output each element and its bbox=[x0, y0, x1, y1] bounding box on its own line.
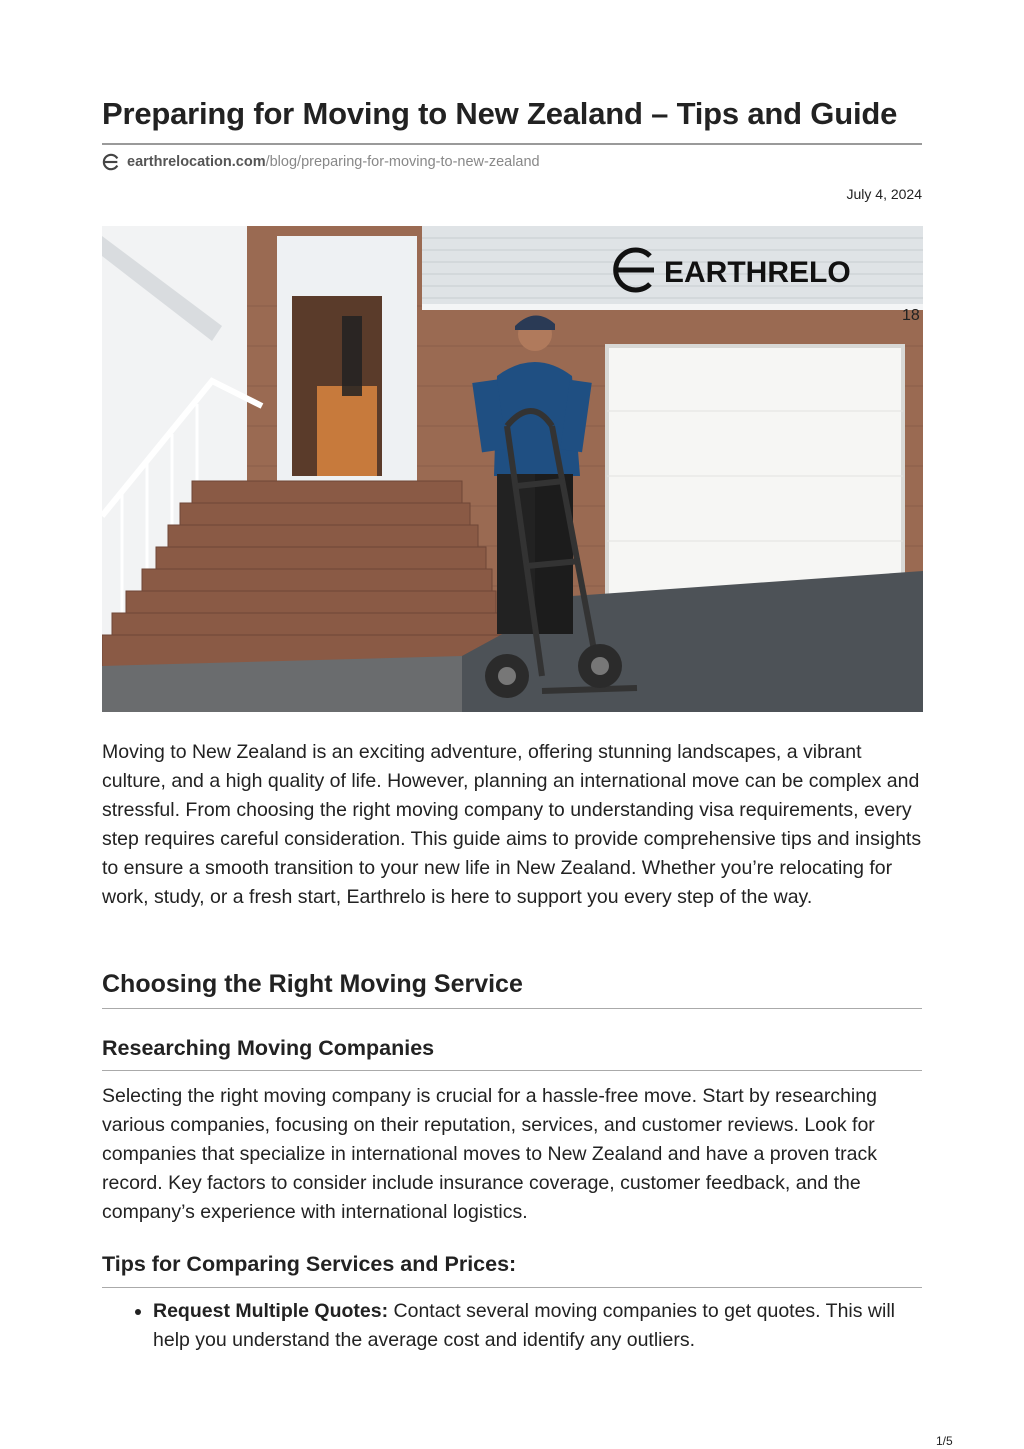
list-item bbox=[102, 1297, 922, 1355]
bullet-icon bbox=[135, 1309, 141, 1315]
tip-text: Contact several moving companies to get quotes. This will help you understand the average cost and identify any outliers. bbox=[153, 1300, 895, 1351]
hero-logo-text: EARTHRELO bbox=[664, 256, 851, 289]
intro-paragraph: Moving to New Zealand is an exciting adventure, offering stunning landscapes, a vibrant culture, and a high quality of life. However, planning an international move can be complex and stressful. From choosing the right moving company to understanding visa requirements, every step requires careful consideration. This guide aims to provide comprehensive tips and insights to ensure a smooth transition to your new life in New Zealand. Whether you’re relocating for work, study, or a fresh start, Earthrelo is here to support you every step of the way. bbox=[102, 741, 922, 908]
tips-divider bbox=[102, 1287, 922, 1288]
hero-image bbox=[102, 226, 923, 712]
page-number: 1/5 bbox=[936, 1434, 953, 1448]
tip-label: Request Multiple Quotes: bbox=[153, 1300, 389, 1322]
source-domain: earthrelocation.com bbox=[127, 154, 266, 170]
title-divider bbox=[102, 143, 922, 145]
source-link[interactable] bbox=[127, 154, 540, 170]
tips-list bbox=[102, 1297, 922, 1355]
source-line bbox=[102, 152, 540, 172]
article-title: Preparing for Moving to New Zealand – Tips and Guide bbox=[102, 96, 898, 131]
source-path: /blog/preparing-for-moving-to-new-zealand bbox=[265, 154, 540, 170]
section-divider bbox=[102, 1008, 922, 1009]
hero-photo bbox=[102, 226, 923, 712]
section-heading-moving-service: Choosing the Right Moving Service bbox=[102, 970, 523, 998]
subsection-heading-tips: Tips for Comparing Services and Prices: bbox=[102, 1252, 517, 1276]
subsection-divider bbox=[102, 1070, 922, 1071]
earthrelo-e-logo-icon bbox=[102, 153, 120, 171]
house-number: 18 bbox=[902, 307, 920, 324]
researching-paragraph: Selecting the right moving company is crucial for a hassle-free move. Start by researching various companies, focusing on their reputation, services, and customer reviews. Look for companies that specialize in international moves to New Zealand and have a proven track record. Key factors to consider include insurance coverage, customer feedback, and the company’s experience with international logistics. bbox=[102, 1085, 878, 1223]
publish-date: July 4, 2024 bbox=[846, 186, 922, 202]
subsection-heading-researching: Researching Moving Companies bbox=[102, 1036, 435, 1060]
